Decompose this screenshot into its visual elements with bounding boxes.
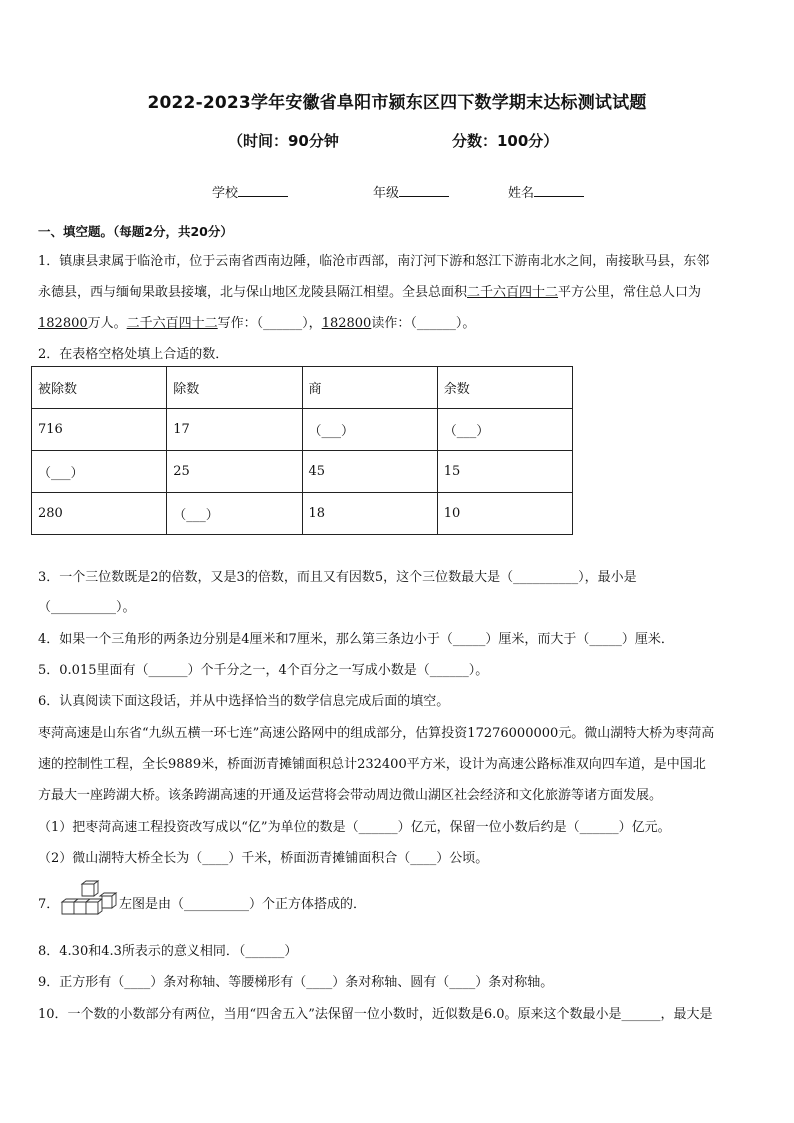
q6-passage-line1: 枣菏高速是山东省“九纵五横一环七连”高速公路网中的组成部分，估算投资17276000000元。微山湖特大桥为枣菏高 [38, 726, 715, 741]
table-row [32, 493, 573, 535]
page-title: 2022-2023学年安徽省阜阳市颍东区四下数学期末达标测试试题 [147, 93, 647, 113]
answer-cell[interactable]: （___） [32, 451, 167, 493]
header-quotient: 商 [302, 367, 437, 409]
q6-passage-line3: 方最大一座跨湖大桥。该条跨湖高速的开通及运营将会带动周边微山湖区社会经济和文化旅游等诸方面发展。 [38, 788, 663, 803]
school-blank[interactable] [238, 184, 288, 197]
q7-text[interactable]: 左图是由（__________）个正方体搭成的． [119, 897, 367, 912]
table-cell: 10 [437, 493, 572, 535]
total-score: 分数：100分） [452, 132, 559, 150]
answer-cell[interactable]: （___） [302, 409, 437, 451]
time-limit: （时间：90分钟 [228, 132, 339, 150]
q3-line1[interactable]: 3．一个三位数既是2的倍数，又是3的倍数，而且又有因数5，这个三位数最大是（__________），最小是 [38, 570, 637, 585]
q6-sub1[interactable]: （1）把枣菏高速工程投资改写成以“亿”为单位的数是（______）亿元，保留一位小数后约是（______）亿元。 [38, 820, 671, 835]
name-blank[interactable] [534, 184, 584, 197]
section-heading: 一、填空题。（每题2分，共20分） [38, 224, 233, 239]
q1-line2: 永德县，西与缅甸果敢县接壤，北与保山地区龙陵县隔江相望。全县总面积二千六百四十二平方公里，常住总人口为 [38, 285, 702, 300]
q1-answer-write[interactable]: 写作：（______）， [217, 316, 322, 331]
table-header-row [32, 367, 573, 409]
table-cell: 45 [302, 451, 437, 493]
answer-cell[interactable]: （___） [437, 409, 572, 451]
header-remainder: 余数 [437, 367, 572, 409]
q5-text[interactable]: 5．0.015里面有（______）个千分之一，4个百分之一写成小数是（______）。 [38, 663, 489, 678]
q6-sub2[interactable]: （2）微山湖特大桥全长为（____）千米，桥面沥青摊铺面积合（____）公顷。 [38, 851, 489, 866]
name-field[interactable]: 姓名 [508, 182, 584, 201]
q10-text[interactable]: 10．一个数的小数部分有两位，当用“四舍五入”法保留一位小数时，近似数是6.0。原来这个数最小是______，最大是 [38, 1007, 713, 1022]
table-row [32, 409, 573, 451]
table-cell: 15 [437, 451, 572, 493]
school-field[interactable]: 学校 [212, 182, 288, 201]
grade-field[interactable]: 年级 [373, 182, 449, 201]
table-row [32, 451, 573, 493]
table-cell: 25 [167, 451, 302, 493]
division-table [31, 366, 573, 535]
q2-text: 2．在表格空格处填上合适的数． [38, 347, 229, 362]
q1-line3: 182800万人。二千六百四十二写作：（______），182800读作：（______）。 [38, 316, 476, 331]
q8-text[interactable]: 8．4.30和4.3所表示的意义相同．（______） [38, 944, 298, 959]
table-cell: 280 [32, 493, 167, 535]
grade-blank[interactable] [399, 184, 449, 197]
q1-answer-read[interactable]: 读作：（______）。 [371, 316, 476, 331]
header-divisor: 除数 [167, 367, 302, 409]
q9-text[interactable]: 9．正方形有（____）条对称轴、等腰梯形有（____）条对称轴、圆有（____）条对称轴。 [38, 975, 554, 990]
q1-line1: 1．镇康县隶属于临沧市，位于云南省西南边陲，临沧市西部，南汀河下游和怒江下游南北水之间，南接耿马县，东邻 [38, 254, 710, 269]
table-cell: 17 [167, 409, 302, 451]
q4-text[interactable]: 4．如果一个三角形的两条边分别是4厘米和7厘米，那么第三条边小于（_____）厘米，而大于（_____）厘米． [38, 632, 674, 647]
header-dividend: 被除数 [32, 367, 167, 409]
table-cell: 18 [302, 493, 437, 535]
q6-intro: 6．认真阅读下面这段话，并从中选择恰当的数学信息完成后面的填空。 [38, 694, 450, 709]
q3-line2[interactable]: （__________）。 [38, 600, 136, 615]
q1-area-underlined: 二千六百四十二 [467, 285, 559, 300]
q6-passage-line2: 速的控制性工程，全长9889米，桥面沥青摊铺面积总计232400平方米，设计为高速公路标准双向四车道，是中国北 [38, 757, 706, 772]
q7-number: 7． [38, 897, 60, 912]
cube-stack-figure [58, 880, 118, 920]
answer-cell[interactable]: （___） [167, 493, 302, 535]
table-cell: 716 [32, 409, 167, 451]
